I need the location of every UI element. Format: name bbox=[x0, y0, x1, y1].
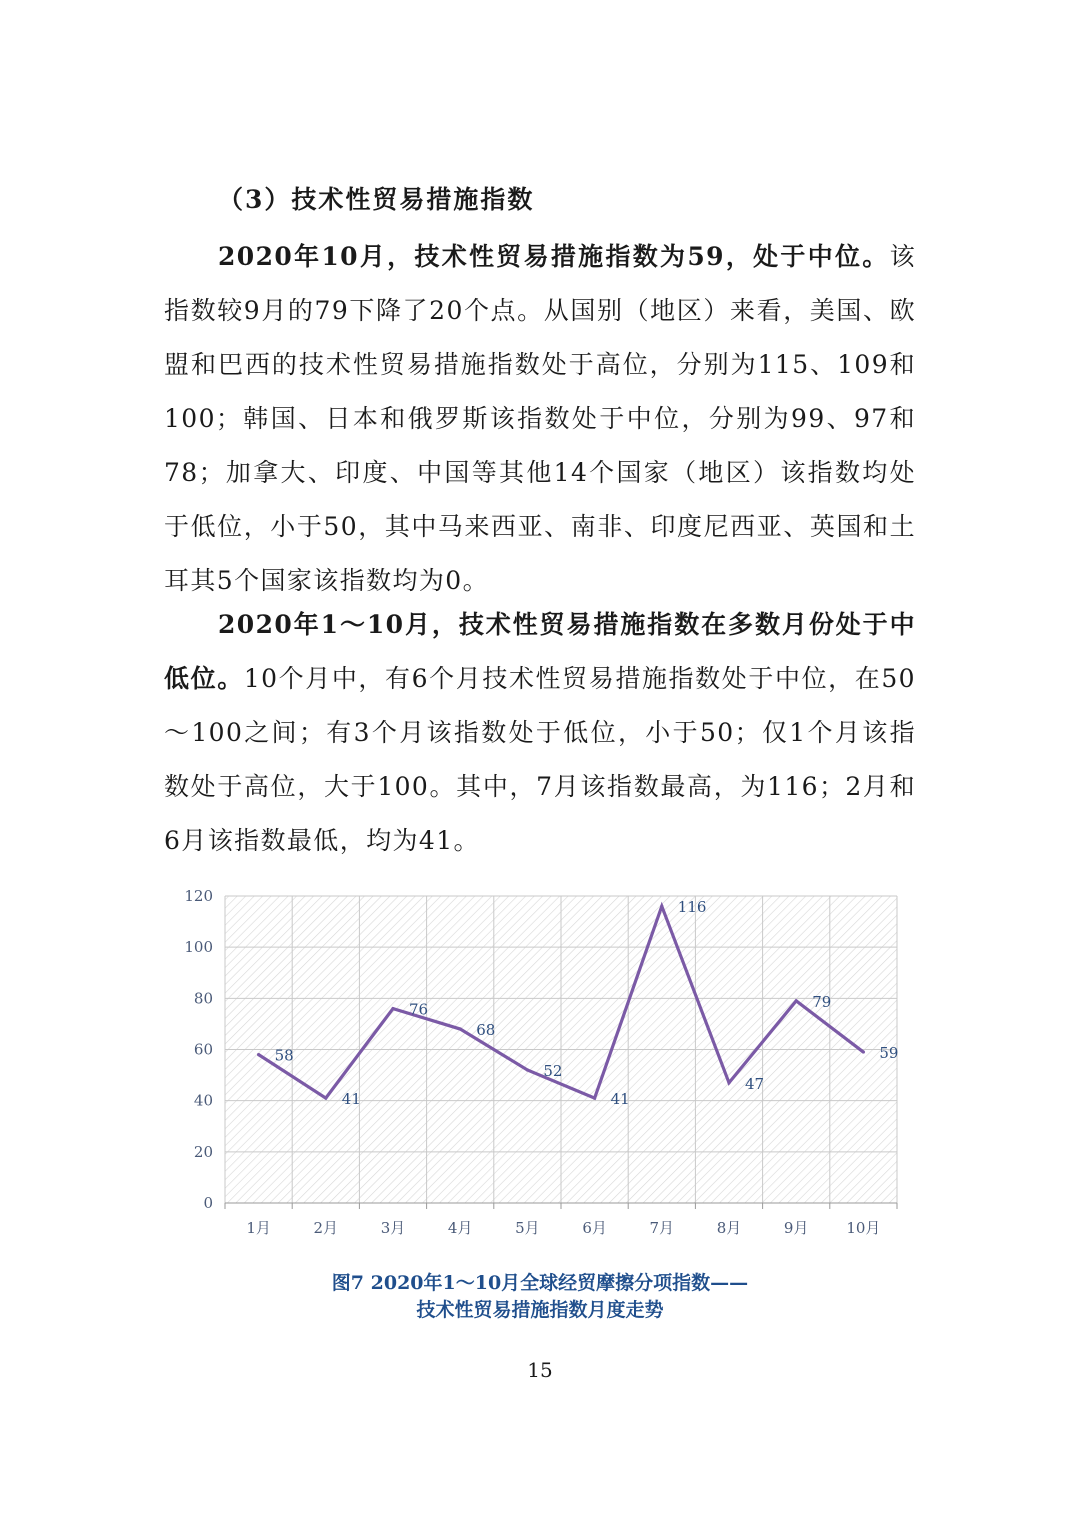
x-tick-label: 1月 bbox=[246, 1219, 271, 1237]
x-tick-label: 6月 bbox=[582, 1219, 607, 1237]
data-label: 47 bbox=[745, 1074, 765, 1093]
page-number: 15 bbox=[527, 1358, 553, 1382]
x-tick-label: 9月 bbox=[783, 1219, 809, 1237]
x-tick-label: 5月 bbox=[515, 1219, 540, 1237]
data-label: 79 bbox=[812, 992, 832, 1011]
paragraph-jan-oct-body: 10个月中，有6个月技术性贸易措施指数处于中位，在50～100之间；有3个月该指数处于低位，小于50；仅1个月该指数处于高位，大于100。其中，7月该指数最高，为116；2月和6月该指数最低，均为41。 bbox=[164, 664, 916, 855]
data-point bbox=[795, 999, 798, 1002]
figure-caption-line2: 技术性贸易措施指数月度走势 bbox=[416, 1299, 664, 1321]
data-label: 41 bbox=[610, 1090, 630, 1109]
data-point bbox=[459, 1027, 462, 1030]
y-tick-label: 20 bbox=[193, 1142, 213, 1161]
x-tick-label: 2月 bbox=[313, 1219, 339, 1237]
x-tick-label: 4月 bbox=[447, 1219, 473, 1237]
y-tick-label: 40 bbox=[193, 1091, 213, 1110]
paragraph-october-lead: 2020年10月，技术性贸易措施指数为59，处于中位。 bbox=[218, 242, 890, 271]
data-point bbox=[660, 905, 663, 908]
x-tick-label: 7月 bbox=[649, 1219, 675, 1237]
y-tick-label: 0 bbox=[203, 1194, 213, 1212]
data-point bbox=[593, 1097, 596, 1100]
data-label: 41 bbox=[341, 1090, 361, 1109]
line-chart bbox=[170, 878, 920, 1250]
x-tick-label: 10月 bbox=[846, 1219, 881, 1237]
x-tick-label: 8月 bbox=[716, 1219, 742, 1237]
data-label: 58 bbox=[274, 1046, 294, 1065]
data-label: 76 bbox=[409, 1000, 429, 1019]
axes bbox=[225, 1203, 897, 1209]
data-point bbox=[324, 1097, 327, 1100]
data-point bbox=[526, 1068, 529, 1071]
data-label: 116 bbox=[677, 898, 707, 917]
data-point bbox=[862, 1050, 865, 1053]
x-tick-label: 3月 bbox=[380, 1219, 406, 1237]
data-label: 59 bbox=[879, 1044, 899, 1063]
section-heading: （3）技术性贸易措施指数 bbox=[218, 185, 535, 214]
data-label: 68 bbox=[476, 1021, 496, 1040]
data-label: 52 bbox=[543, 1061, 563, 1080]
paragraph-october bbox=[164, 230, 916, 608]
data-point bbox=[391, 1007, 394, 1010]
figure-caption-line1: 图7 2020年1～10月全球经贸摩擦分项指数—— bbox=[331, 1272, 749, 1294]
y-tick-label: 80 bbox=[193, 989, 213, 1008]
paragraph-jan-oct bbox=[164, 598, 916, 868]
data-point bbox=[257, 1053, 260, 1056]
y-tick-label: 120 bbox=[184, 887, 213, 905]
paragraph-october-body: 该指数较9月的79下降了20个点。从国别（地区）来看，美国、欧盟和巴西的技术性贸易措施指数处于高位，分别为115、109和100；韩国、日本和俄罗斯该指数处于中位，分别为99、97和78；加拿大、印度、中国等其他14个国家（地区）该指数均处于低位，小于50，其中马来西亚、南非、印度尼西亚、英国和土耳其5个国家该指数均为0。 bbox=[164, 242, 916, 595]
y-tick-label: 60 bbox=[193, 1040, 213, 1059]
line-chart-svg bbox=[170, 878, 920, 1250]
data-point bbox=[727, 1081, 730, 1084]
y-tick-label: 100 bbox=[184, 938, 213, 957]
paragraph-jan-oct-lead: 2020年1～10月，技术性贸易措施指数在多数月份处于中低位。 bbox=[164, 610, 916, 693]
